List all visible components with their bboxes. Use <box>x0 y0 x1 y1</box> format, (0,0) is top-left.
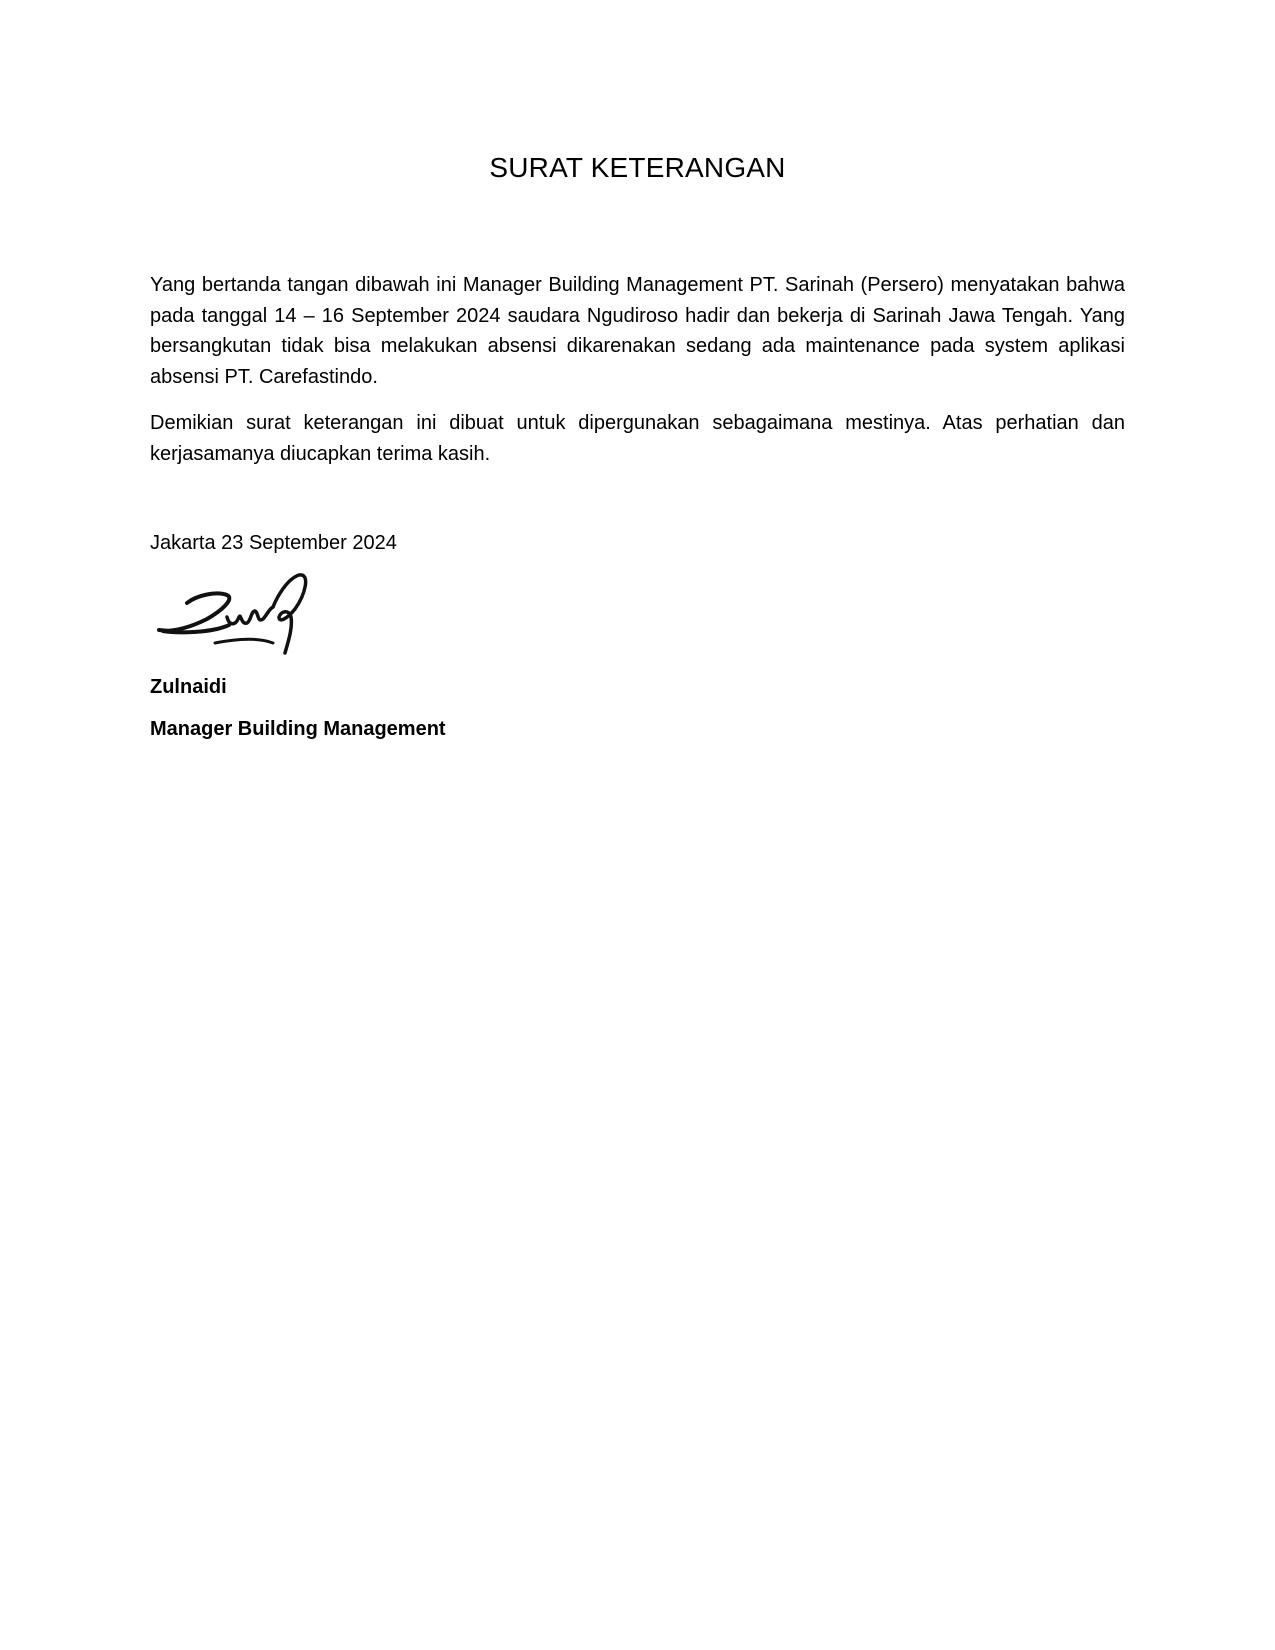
document-title: SURAT KETERANGAN <box>489 152 786 183</box>
body-paragraph-2: Demikian surat keterangan ini dibuat untuk dipergunakan sebagaimana mestinya. Atas perhatian dan kerjasamanya diucapkan terima kasih. <box>150 412 1125 465</box>
handwritten-signature <box>155 573 325 668</box>
body-paragraph-1: Yang bertanda tangan dibawah ini Manager Building Management PT. Sarinah (Persero) menyatakan bahwa pada tanggal 14 – 16 September 2024 saudara Ngudiroso hadir dan bekerja di Sarinah Jawa Tengah. Yang bersangkutan tidak bisa melakukan absensi dikarenakan sedang ada maintenance pada system aplikasi absensi PT. Carefastindo. <box>150 274 1125 388</box>
place-date: Jakarta 23 September 2024 <box>150 532 397 554</box>
signer-name: Zulnaidi <box>150 676 227 698</box>
signer-position: Manager Building Management <box>150 718 446 740</box>
